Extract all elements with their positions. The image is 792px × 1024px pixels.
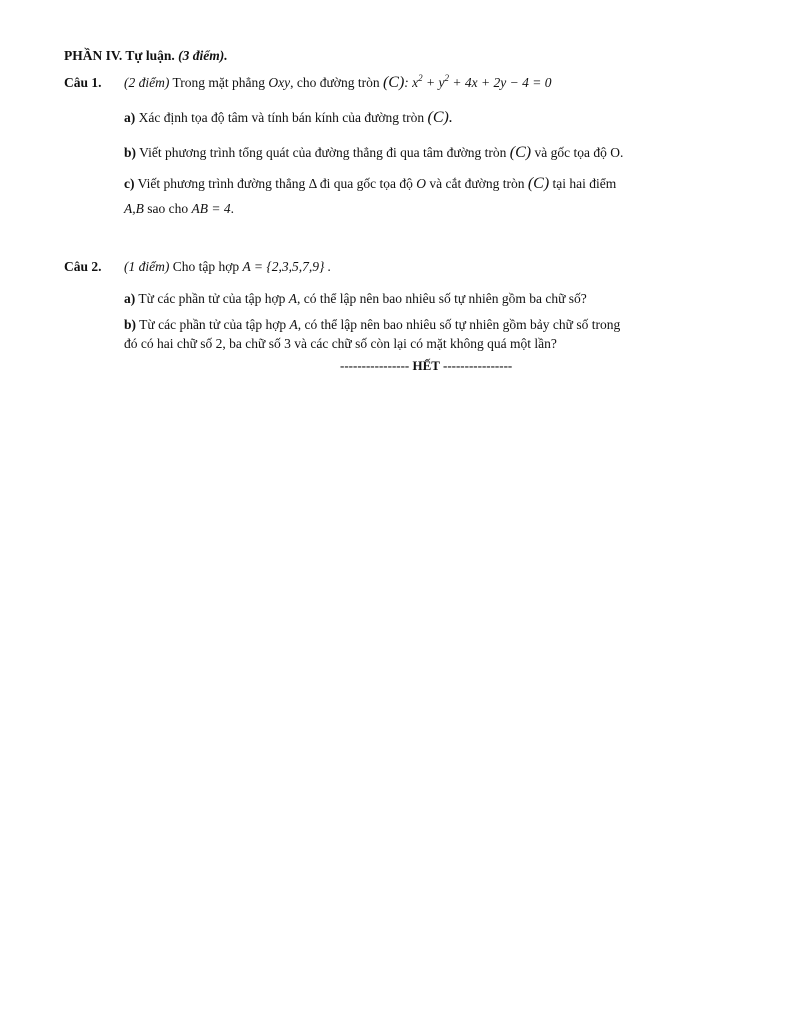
q1-part-c: c) Viết phương trình đường thẳng Δ đi qua gốc tọa độ O và cắt đường tròn (C) tại hai điểm bbox=[124, 175, 617, 192]
q1-part-c-cont: A,B sao cho AB = 4. bbox=[124, 201, 234, 216]
end-marker: ---------------- HẾT ---------------- bbox=[340, 358, 513, 373]
q1-label: Câu 1. bbox=[64, 75, 102, 90]
q2-part-b-cont: đó có hai chữ số 2, ba chữ số 3 và các chữ số còn lại có mặt không quá một lần? bbox=[124, 336, 557, 351]
q2-label: Câu 2. bbox=[64, 259, 102, 274]
q1-points: (2 điểm) bbox=[124, 75, 170, 90]
q2-points: (1 điểm) bbox=[124, 259, 170, 274]
section-heading bbox=[64, 47, 228, 65]
section-points: (3 điểm). bbox=[178, 48, 228, 63]
q2-statement: (1 điểm) Cho tập hợp A = {2,3,5,7,9} . bbox=[124, 259, 332, 274]
q1-part-a: a) Xác định tọa độ tâm và tính bán kính của đường tròn (C). bbox=[124, 109, 453, 126]
q2-set: A = {2,3,5,7,9} . bbox=[242, 259, 332, 274]
section-title: PHẦN IV. Tự luận. bbox=[64, 48, 175, 63]
q1-part-b: b) Viết phương trình tổng quát của đường thẳng đi qua tâm đường tròn (C) và gốc tọa độ O. bbox=[124, 144, 624, 161]
q1-equation: : $x^2 + y^2 + 4x + 2y - 4 = 0$ bbox=[404, 73, 552, 90]
q2-part-b: b) Từ các phần tử của tập hợp A, có thể lập nên bao nhiêu số tự nhiên gồm bảy chữ số trong bbox=[124, 317, 621, 332]
q2-part-a: a) Từ các phần tử của tập hợp A, có thể lập nên bao nhiêu số tự nhiên gồm ba chữ số? bbox=[124, 291, 587, 306]
q1-statement: (2 điểm) Trong mặt phẳng Oxy, cho đường tròn (C): $x^2 + y^2 + 4x + 2y - 4 = 0$ bbox=[124, 73, 552, 91]
